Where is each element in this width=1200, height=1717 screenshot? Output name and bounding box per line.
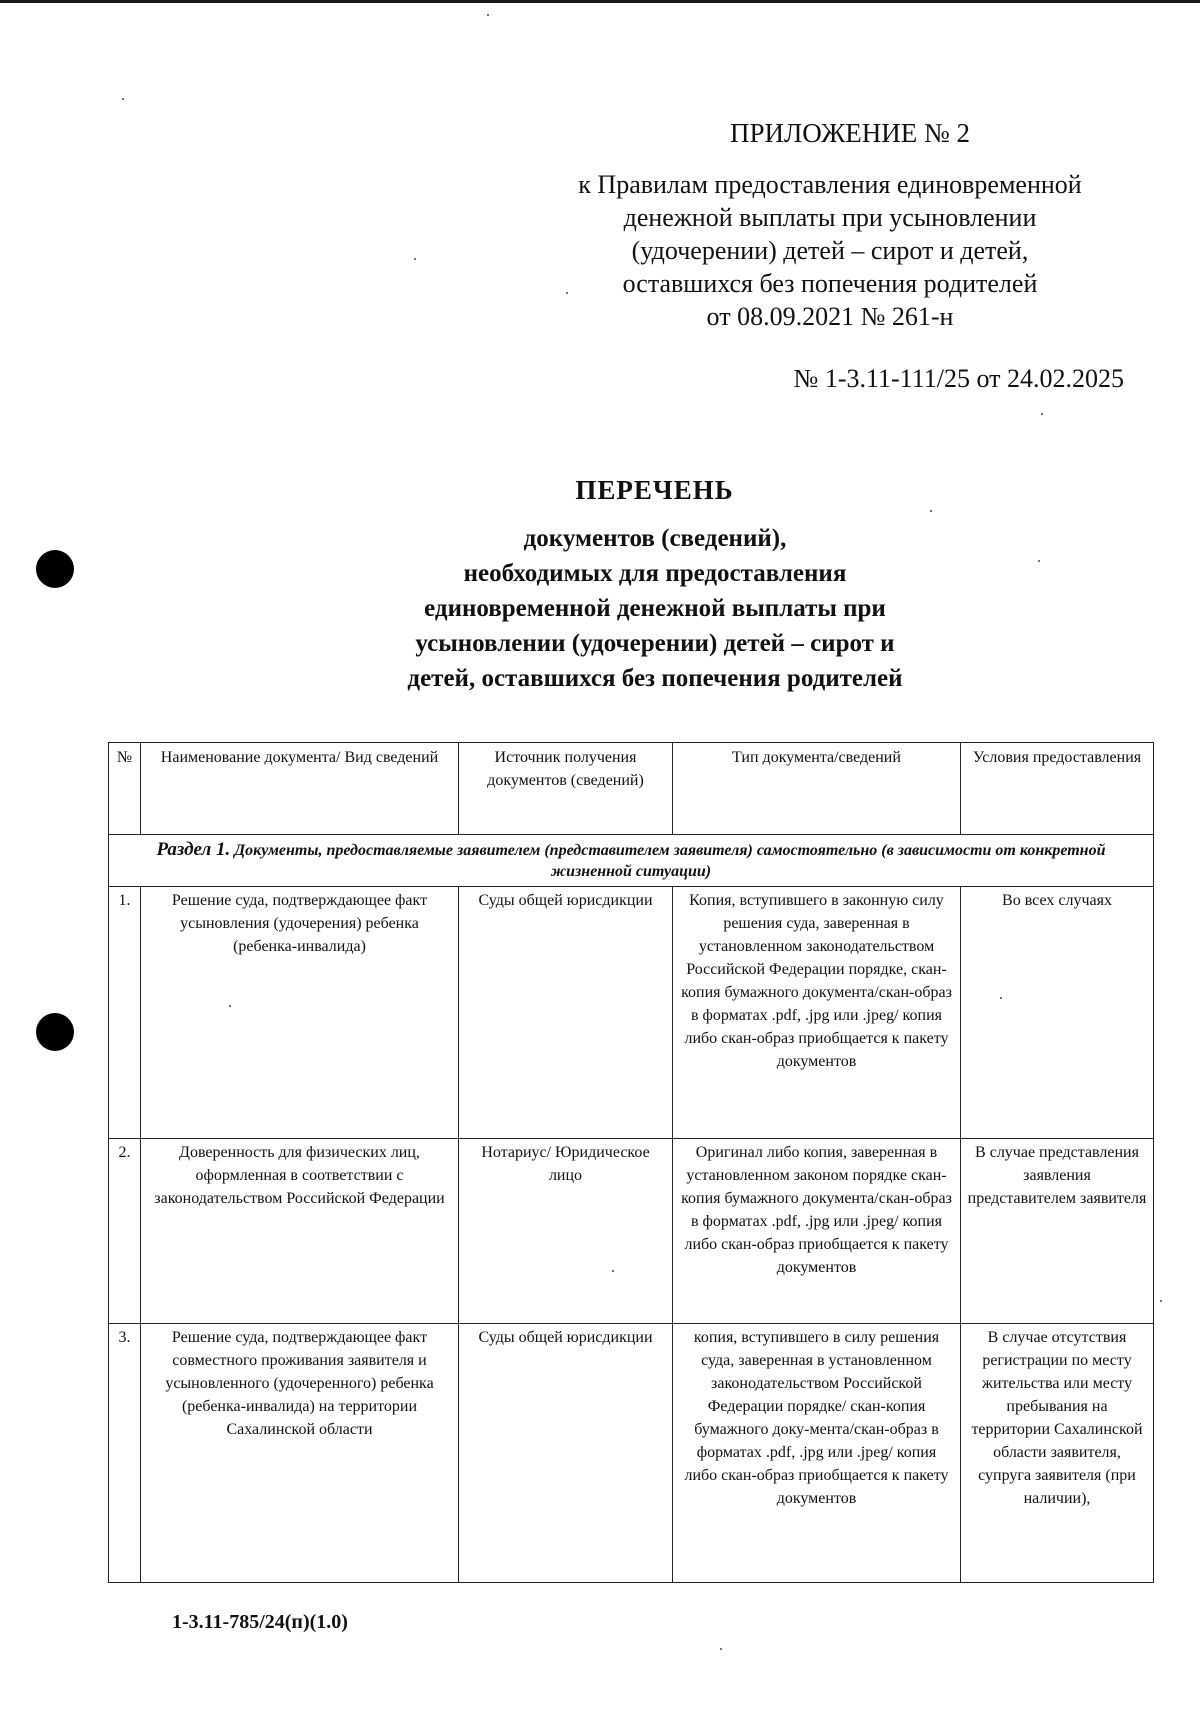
- punch-hole-icon: [36, 1013, 74, 1051]
- scan-speck: [1041, 413, 1043, 415]
- list-title: ПЕРЕЧЕНЬ: [575, 475, 734, 505]
- scan-speck: [720, 1648, 722, 1650]
- footer-code: 1-3.11-785/24(п)(1.0): [172, 1611, 348, 1633]
- list-subtitle-line: единовременной денежной выплаты при: [424, 595, 886, 622]
- list-subtitle-line: необходимых для предоставления: [463, 560, 847, 587]
- header-conditions: Условия предоставления: [961, 743, 1154, 835]
- table-row: [109, 1324, 1154, 1583]
- table-row: [109, 1139, 1154, 1324]
- scan-edge-line: [0, 0, 1200, 3]
- row-type: Копия, вступившего в законную силу решения суда, заверенная в установленном законодательством Российской Федерации порядке, скан-копия бумажного документа/скан-образ в форматах .pdf, .jpg или .jpeg/ копия либо скан-образ приобщается к пакету документов: [673, 887, 961, 1139]
- list-subtitle-line: усыновлении (удочерении) детей – сирот и: [415, 630, 895, 657]
- header-no: №: [109, 743, 141, 835]
- appendix-line: от 08.09.2021 № 261-н: [706, 302, 954, 331]
- scan-speck: [1038, 560, 1040, 562]
- row-no: 1.: [109, 887, 141, 1139]
- row-no: 2.: [109, 1139, 141, 1324]
- row-conditions: Во всех случаях: [961, 887, 1154, 1139]
- appendix-line: (удочерении) детей – сирот и детей,: [631, 236, 1029, 265]
- row-source: Суды общей юрисдикции: [459, 887, 673, 1139]
- header-source: Источник получения документов (сведений): [459, 743, 673, 835]
- row-conditions: В случае отсутствия регистрации по месту жительства или месту пребывания на территории Сахалинской области заявителя, супруга заявителя (при наличии),: [961, 1324, 1154, 1583]
- row-name: Доверенность для физических лиц, оформленная в соответствии с законодательством Российской Федерации: [141, 1139, 459, 1324]
- row-name: Решение суда, подтверждающее факт совместного проживания заявителя и усыновленного (удочеренного) ребенка (ребенка-инвалида) на территории Сахалинской области: [141, 1324, 459, 1583]
- row-source: Нотариус/ Юридическое лицо: [459, 1139, 673, 1324]
- document-number: № 1-3.11-111/25 от 24.02.2025: [793, 364, 1124, 393]
- row-type: копия, вступившего в силу решения суда, заверенная в установленном законодательством Российской Федерации порядке/ скан-копия бумажного доку-мента/скан-образ в форматах .pdf, .jpg или .jpeg/ копия либо скан-образ приобщается к пакету документов: [673, 1324, 961, 1583]
- section-lead: Раздел 1.: [156, 839, 231, 860]
- appendix-line: оставшихся без попечения родителей: [622, 269, 1038, 298]
- table-row: [109, 887, 1154, 1139]
- scan-speck: [122, 98, 124, 100]
- row-source: Суды общей юрисдикции: [459, 1324, 673, 1583]
- scan-speck: [414, 258, 416, 260]
- punch-hole-icon: [36, 550, 74, 588]
- scan-speck: [487, 14, 489, 16]
- table-header-row: [109, 743, 1154, 835]
- appendix-title: ПРИЛОЖЕНИЕ № 2: [729, 118, 971, 148]
- header-type: Тип документа/сведений: [673, 743, 961, 835]
- scan-speck: [930, 510, 932, 512]
- appendix-line: денежной выплаты при усыновлении: [623, 203, 1037, 232]
- list-subtitle: [300, 521, 1010, 696]
- section-row: [109, 835, 1154, 887]
- appendix-line: к Правилам предоставления единовременной: [578, 170, 1082, 199]
- documents-table: [108, 742, 1154, 1583]
- section-heading: [109, 835, 1154, 887]
- row-name: Решение суда, подтверждающее факт усыновления (удочерения) ребенка (ребенка-инвалида): [141, 887, 459, 1139]
- list-subtitle-line: документов (сведений),: [523, 525, 787, 552]
- row-type: Оригинал либо копия, заверенная в установленном законом порядке скан-копия бумажного документа/скан-образ в форматах .pdf, .jpg или .jpeg/ копия либо скан-образ приобщается к пакету документов: [673, 1139, 961, 1324]
- appendix-subtitle: [540, 168, 1120, 333]
- list-subtitle-line: детей, оставшихся без попечения родителей: [407, 665, 903, 692]
- section-text: Документы, предоставляемые заявителем (представителем заявителя) самостоятельно (в зависимости от конкретной жизненной ситуации): [230, 842, 1106, 880]
- row-conditions: В случае представления заявления представителем заявителя: [961, 1139, 1154, 1324]
- header-name: Наименование документа/ Вид сведений: [141, 743, 459, 835]
- row-no: 3.: [109, 1324, 141, 1583]
- scan-speck: [1160, 1300, 1162, 1302]
